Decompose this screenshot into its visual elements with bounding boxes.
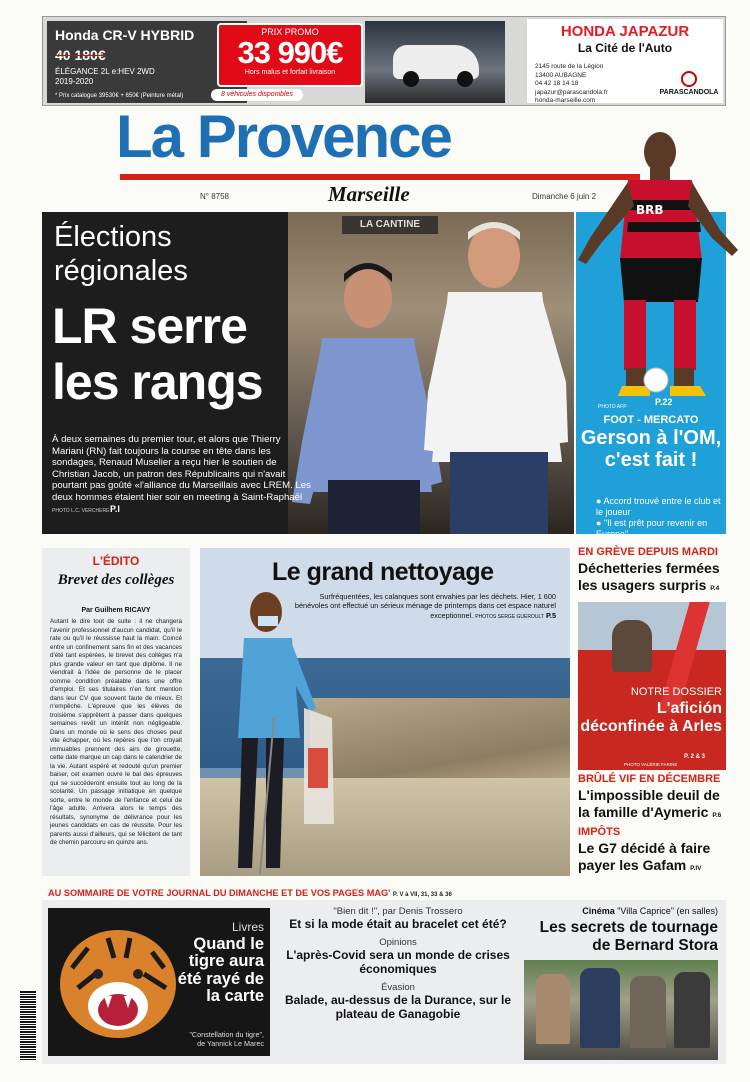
ad-fine-print: * Prix catalogue 39530€ + 650€ (Peinture métal)	[55, 93, 184, 99]
editorial-column[interactable]	[42, 548, 190, 876]
cinema-kicker	[524, 906, 718, 916]
summary-middle-column	[278, 906, 518, 1021]
fire-headline[interactable]	[578, 787, 728, 824]
cleanup-summary-text: Surfréquentées, les calanques sont envahies par les déchets. Hier, 1 600 bénévoles ont effectué un sérieux ménage de printemps dans cet espace naturel exceptionnel.	[294, 592, 556, 620]
fashion-headline[interactable]: Et si la mode était au bracelet cet été?	[289, 917, 507, 931]
ad-trim-text: ÉLÉGANCE 2L e:HEV 2WD	[55, 67, 155, 76]
strike-kicker: EN GRÈVE DEPUIS MARDI	[578, 546, 718, 558]
fashion-kicker: "Bien dit !", par Denis Trossero	[333, 906, 463, 917]
evasion-headline[interactable]: Balade, au-dessus de la Durance, sur le plateau de Ganagobie	[284, 993, 512, 1021]
tax-kicker: IMPÔTS	[578, 826, 621, 838]
football-bullet: ● "Il est prêt pour revenir en Europe"	[596, 518, 708, 539]
barcode	[20, 990, 36, 1060]
cinema-headline[interactable]: Les secrets de tournage de Bernard Stora	[539, 919, 718, 954]
football-photo-credit: PHOTO AFP	[598, 404, 627, 410]
lead-headline[interactable]	[52, 298, 263, 410]
arles-spectator	[612, 620, 652, 672]
football-bullets	[596, 496, 722, 540]
opinions-kicker: Opinions	[379, 937, 417, 948]
cleanup-summary	[292, 592, 556, 622]
football-kicker: FOOT - MERCATO	[603, 414, 699, 426]
editorial-label: L'ÉDITO	[92, 554, 140, 568]
edition-name: Marseille	[328, 182, 410, 206]
lead-photo-credit: PHOTO L.C. VERCHERE	[52, 508, 110, 514]
ad-email: japazur@parascandola.fr	[535, 88, 608, 96]
football-page-ref: P.22	[655, 397, 673, 407]
ad-trim	[55, 67, 155, 87]
ad-address	[535, 63, 608, 106]
lead-story[interactable]	[42, 212, 574, 534]
car-wheel	[457, 71, 473, 87]
strike-headline[interactable]	[578, 560, 728, 597]
lead-kicker-line: régionales	[54, 255, 188, 287]
politician-right-image	[422, 212, 574, 534]
editorial-body: Autant le dire tout de suite : il ne changera l'avenir professionnel d'aucun candidat, qu'il le rate ou qu'il le réussisse haut la main. Coincé entre un confinement sans fin et des vacances d'été tant espérées, le brevet des collèges n'a plus grande valeur en tant que diplôme. Il ne viendrait à l'idée de personne de le placer comme condition préalable dans une offre d'emploi. Et ses titulaires n'en font mention dans leur CV que souvent faute de mieux. Et n'empêche. L'épreuve que les élèves de troisième s'apprêtent à passer dans quelques semaines revêt un intérêt non négligeable. Dans un monde où le sens des choses peut vite échapper, où les repères que l'on croyait immuables prennent des airs de girouette, cette date marque un cap dans le calendrier de la vie. Autant espéré et redouté qu'un premier baiser, cet examen ouvre le bal des épreuves qui se succéderont ensuite tout au long de la scolarité. Un passage initiatique en quelque sorte, entre le monde de l'enfance et celui de l'âge adulte. Arrivera alors le temps des résultats, synonyme de délivrance pour les jeunes candidats en cas de réussite. Pour les parents aussi d'ailleurs, qui se félicitent de tant de chemin parcouru en quinze ans.	[50, 618, 182, 846]
evasion-kicker: Évasion	[381, 982, 415, 993]
cinema-person	[674, 972, 710, 1048]
ad-car-image	[365, 21, 505, 103]
issue-number: N° 8758	[200, 192, 229, 201]
cinema-photo-credit: PHOTO DR	[600, 1056, 624, 1061]
cinema-person	[580, 968, 620, 1048]
arles-dossier[interactable]	[578, 602, 726, 770]
restaurant-sign: LA CANTINE	[342, 216, 438, 234]
summary-pages: P. V à VII, 31, 33 & 36	[392, 892, 452, 898]
ad-availability-badge: 8 véhicules disponibles	[211, 89, 303, 101]
honda-advertisement[interactable]	[42, 16, 726, 106]
strike-headline-text: Déchetteries fermées les usagers surpris	[578, 560, 720, 593]
football-player-image	[570, 110, 740, 400]
book-author: de Yannick Le Marec	[197, 1039, 264, 1048]
group-logo-text: PARASCANDOLA	[659, 89, 719, 96]
dossier-headline: L'afición déconfinée à Arles	[580, 700, 722, 735]
summary-label: AU SOMMAIRE DE VOTRE JOURNAL DU DIMANCHE ET DE VOS PAGES MAG'	[48, 888, 391, 898]
dossier-photo-credit: PHOTO VALÉRIE FARINE	[624, 762, 678, 767]
ad-dealer-name: HONDA JAPAZUR	[560, 23, 690, 40]
masthead-title: La Provence	[116, 103, 451, 170]
ad-website: honda-marseille.com	[535, 97, 596, 104]
book-headline: Quand le tigre aura été rayé de la carte	[177, 935, 264, 1006]
masthead-underline	[120, 174, 640, 180]
ad-address-line: 13400 AUBAGNE	[535, 71, 587, 79]
fire-kicker: BRÛLÉ VIF EN DÉCEMBRE	[578, 773, 721, 785]
editorial-title: Brevet des collèges	[57, 572, 175, 588]
summary-banner	[48, 888, 452, 898]
cinema-photo	[524, 960, 718, 1060]
ad-address-line: 2145 route de la Légion	[535, 63, 604, 70]
car-wheel	[403, 71, 419, 87]
cinema-film: "Villa Caprice" (en salles)	[617, 906, 718, 916]
book-reference	[152, 1030, 264, 1048]
opinions-headline[interactable]: L'après-Covid sera un monde de crises économiques	[286, 948, 510, 976]
ad-dealer-panel	[527, 19, 723, 103]
book-title-ref: "Constellation du tigre",	[189, 1030, 264, 1039]
summary-section	[42, 900, 726, 1064]
fire-page-ref: P.6	[712, 812, 722, 819]
lead-headline-line: LR serre	[52, 298, 247, 354]
lead-page-ref: P.I	[110, 504, 120, 514]
ad-promo-box	[217, 23, 363, 87]
football-bullet: ● Accord trouvé entre le club et le joueur	[596, 496, 721, 517]
cinema-label: Cinéma	[582, 906, 615, 916]
shirt-sponsor: BRB	[636, 203, 664, 217]
cinema-person	[536, 974, 570, 1044]
dossier-page-ref: P. 2 & 3	[684, 754, 705, 760]
cleanup-page-ref: P.5	[545, 610, 556, 620]
ad-promo-label: PRIX PROMO	[261, 27, 319, 37]
group-logo-icon	[681, 71, 697, 87]
ad-dealer-tagline: La Cité de l'Auto	[577, 41, 673, 55]
tax-page-ref: P.IV	[690, 865, 702, 872]
lead-headline-line: les rangs	[52, 354, 263, 410]
tax-headline-text: Le G7 décidé à faire payer les Gafam	[578, 840, 711, 873]
ad-phone: 04 42 18 14 18	[535, 80, 579, 87]
cleanup-photo-credit: PHOTOS SERGE GUEROULT	[475, 613, 544, 620]
cinema-person	[630, 976, 666, 1048]
tax-headline[interactable]	[578, 840, 728, 877]
book-kicker: Livres	[231, 920, 264, 934]
ad-old-price: 40 180€	[55, 47, 106, 63]
ad-group-logo	[659, 71, 719, 96]
lead-summary: À deux semaines du premier tour, et alors que Thierry Mariani (RN) fait toujours la course en tête dans les sondages, Renaud Muselier a reçu hier le soutien de Christian Jacob, un patron des Républicains qui n'avait pourtant pas goûté «l'alliance du Marseillais avec LREM. Les deux hommes étaient hier soir en meeting à Saint-Raphaël	[52, 434, 311, 503]
lead-kicker-line: Élections	[54, 221, 172, 253]
ad-model: Honda CR-V HYBRID	[55, 27, 195, 43]
issue-date: Dimanche 6 juin 2	[532, 192, 597, 201]
editorial-byline: Par Guilhem RICAVY	[81, 607, 151, 614]
strike-page-ref: P.4	[710, 585, 720, 592]
cleanup-story[interactable]	[200, 548, 570, 876]
ad-promo-price: 33 990€	[237, 35, 343, 70]
football-bullet-text: Accord trouvé entre le club et le joueur	[596, 496, 721, 517]
volunteer-image	[208, 588, 338, 878]
book-teaser[interactable]	[48, 908, 270, 1056]
ad-years: 2019-2020	[55, 77, 94, 86]
football-bullet-text: "Il est prêt pour revenir en Europe"	[596, 518, 708, 539]
dossier-kicker: NOTRE DOSSIER	[630, 686, 722, 698]
cleanup-headline[interactable]: Le grand nettoyage	[272, 558, 494, 586]
ad-promo-note: Hors malus et forfait livraison	[244, 69, 336, 76]
football-headline[interactable]: Gerson à l'OM, c'est fait !	[580, 427, 722, 471]
fire-headline-text: L'impossible deuil de la famille d'Aymeric	[578, 787, 720, 820]
lead-kicker	[54, 220, 188, 288]
